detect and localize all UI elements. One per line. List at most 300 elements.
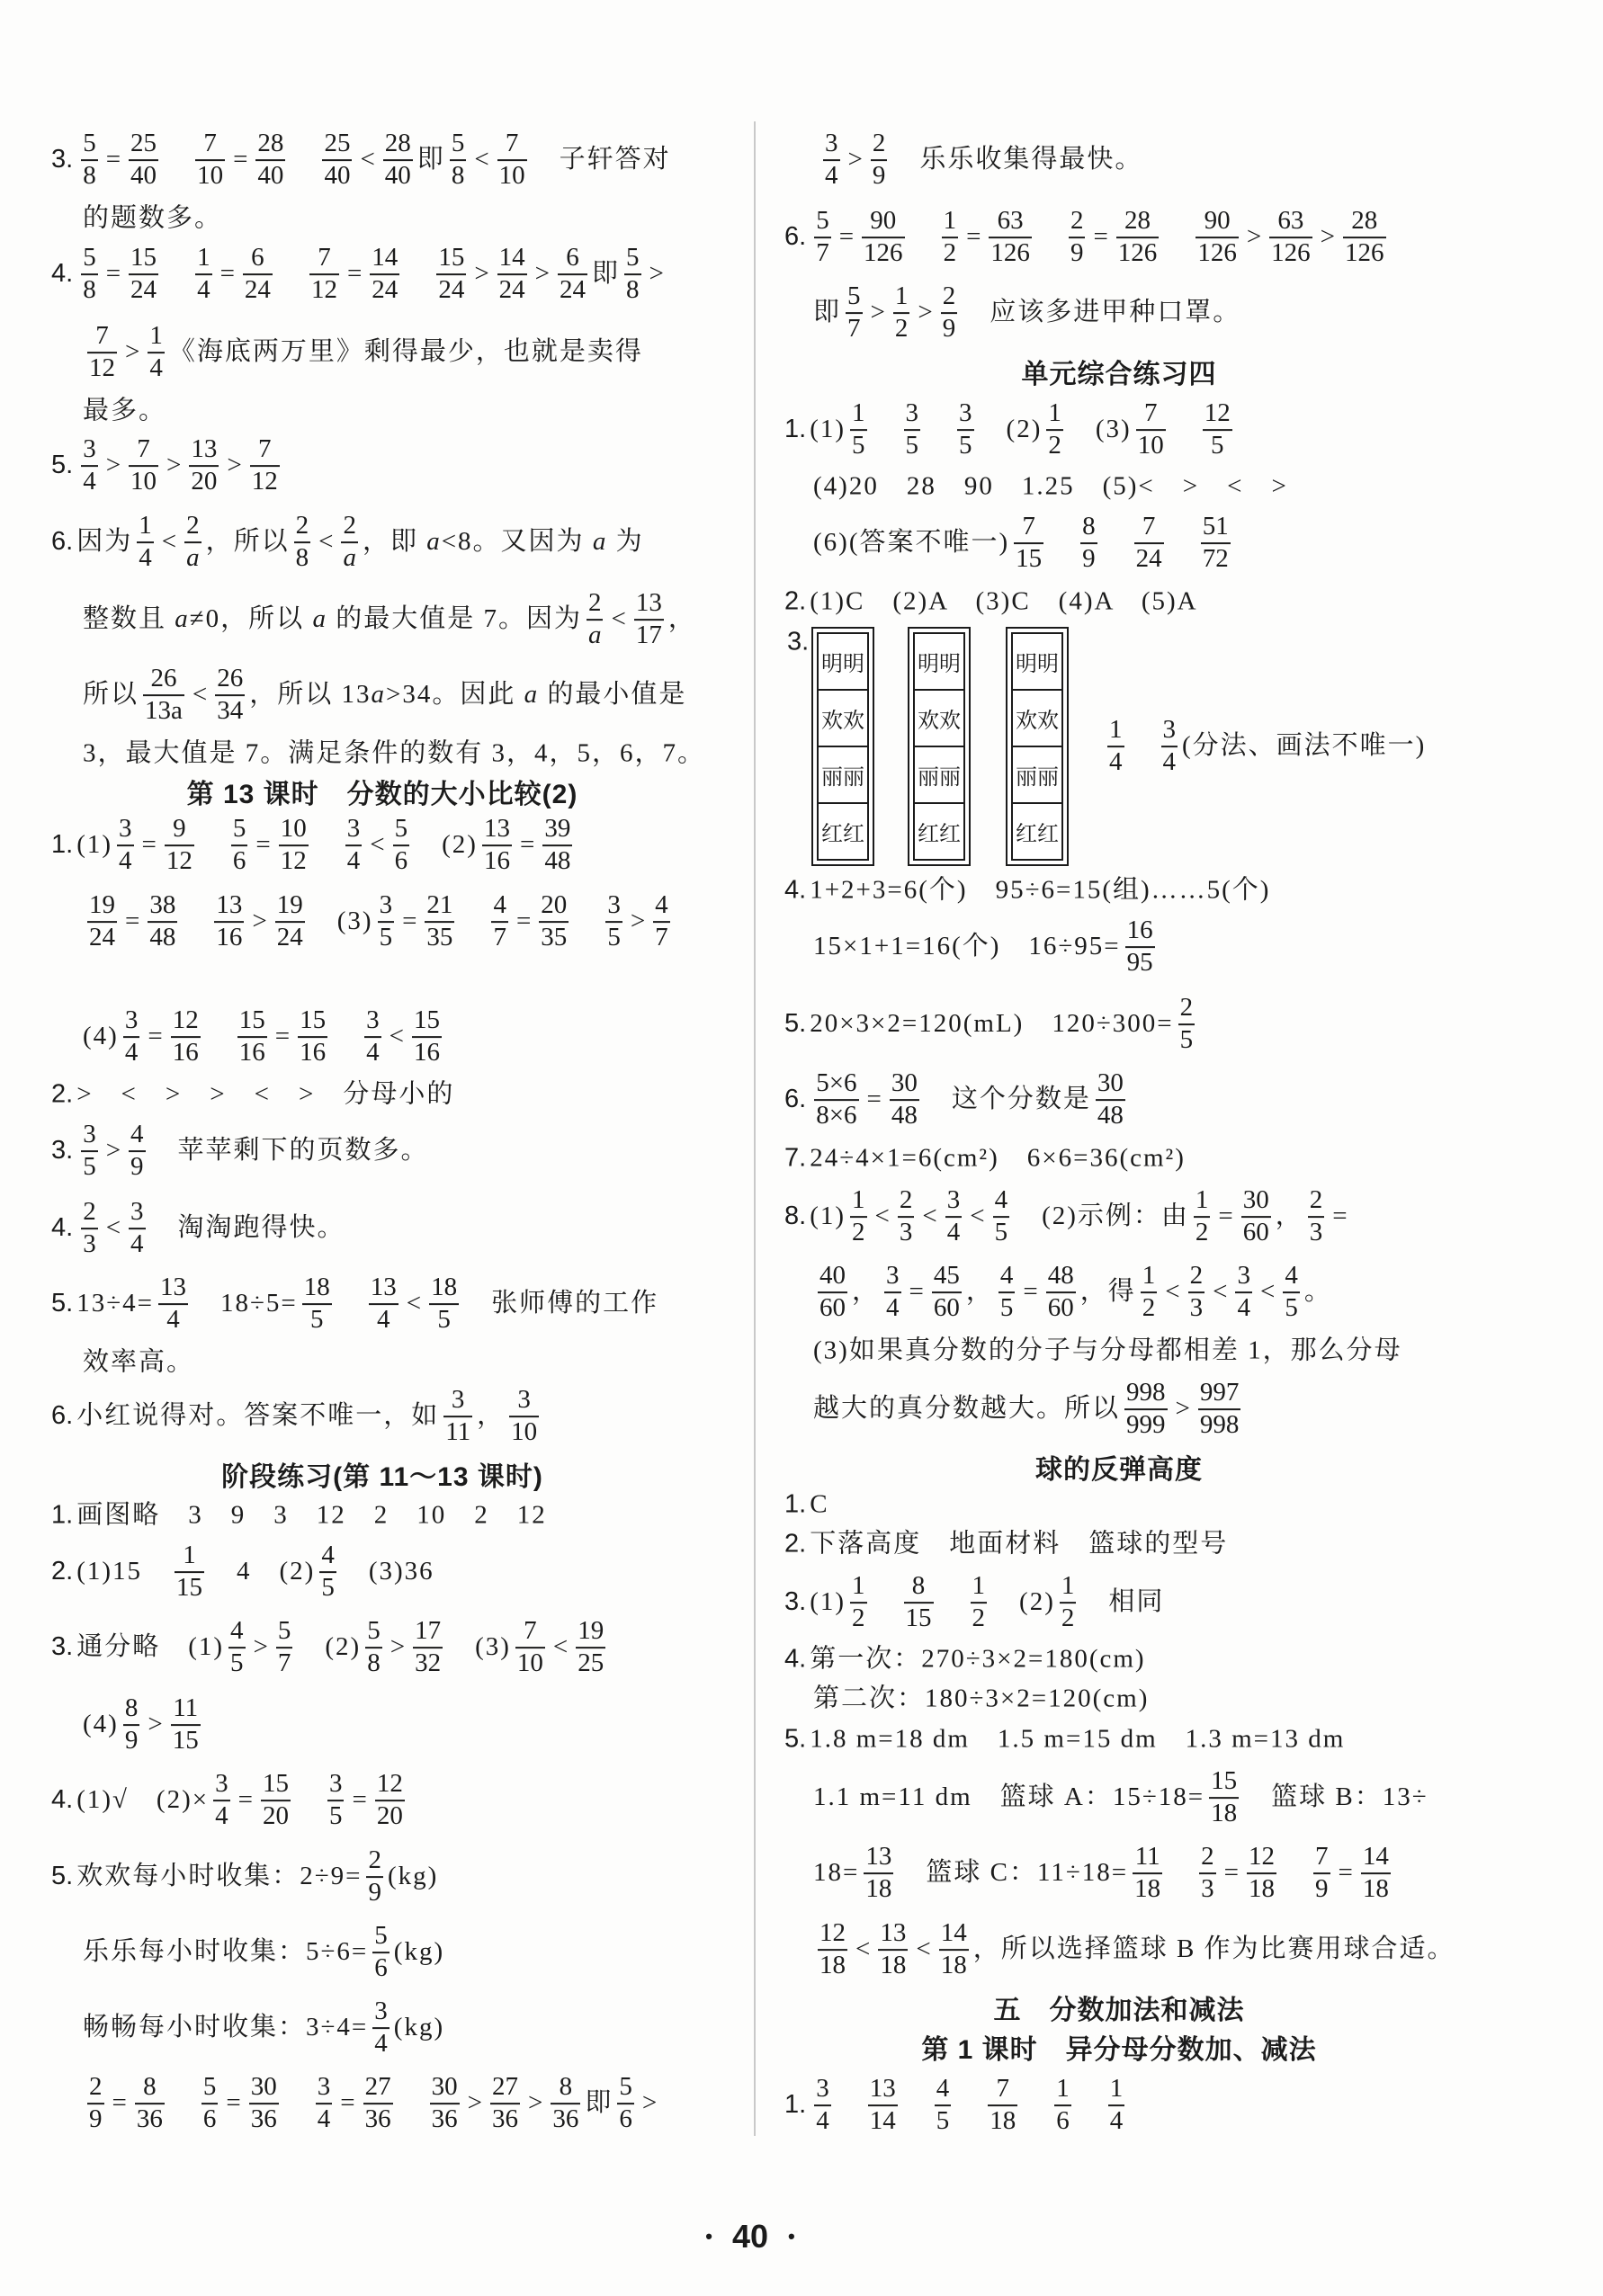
variable: a (524, 680, 540, 710)
fraction (634, 589, 664, 650)
fraction (893, 282, 910, 344)
math-operator: = (838, 222, 855, 252)
numerator: 7 (505, 129, 519, 158)
fraction (165, 815, 194, 876)
math-operator: = (237, 1785, 253, 1815)
denominator: 7 (816, 238, 829, 267)
fraction (298, 1006, 327, 1068)
numerator: 8 (911, 1571, 926, 1601)
text-run: ，即 (362, 527, 427, 557)
fraction (624, 244, 641, 305)
denominator: 36 (552, 2104, 579, 2133)
fraction (1199, 1843, 1216, 1904)
denominator: 32 (415, 1648, 442, 1677)
denominator: 5 (905, 431, 919, 460)
answer-line (813, 513, 1235, 574)
numerator: 4 (130, 1120, 144, 1149)
fraction (1108, 2075, 1125, 2136)
text-run: (2) (978, 415, 1043, 444)
numerator: 7 (524, 1616, 537, 1646)
numerator: 2 (83, 1197, 96, 1227)
numerator: 3 (1162, 715, 1177, 745)
numerator: 39 (544, 814, 571, 844)
bar-cell: 欢欢 (915, 691, 963, 747)
math-operator: > (125, 337, 140, 367)
denominator: 126 (1117, 238, 1158, 267)
denominator: 5 (230, 1648, 244, 1677)
answer-line (83, 322, 643, 383)
fraction (1235, 1262, 1252, 1323)
text-run: (2) (991, 1587, 1055, 1617)
numerator: 11 (1134, 1842, 1160, 1872)
denominator: 2 (1048, 431, 1061, 460)
numerator: 1 (139, 511, 152, 540)
numerator: 30 (250, 2072, 277, 2102)
math-operator: > (1175, 1394, 1190, 1424)
denominator: 998 (1199, 1410, 1240, 1439)
text-run: (4) (83, 1022, 119, 1051)
math-operator: < (922, 1202, 937, 1231)
fraction (129, 435, 158, 496)
fraction (939, 1919, 969, 1980)
fraction (818, 1919, 847, 1980)
text-run: 效率高。 (83, 1347, 195, 1377)
text-run: (1) (810, 415, 846, 444)
page-footer (705, 2218, 794, 2256)
numerator: 1 (852, 398, 865, 428)
denominator: 4 (1162, 747, 1177, 776)
text-run (398, 2088, 425, 2118)
text-run (163, 259, 191, 289)
numerator: 2 (1309, 1185, 1323, 1215)
answer-line (83, 2073, 660, 2134)
numerator: 5 (816, 206, 829, 236)
numerator: 4 (321, 1541, 335, 1570)
numerator: 2 (1189, 1261, 1204, 1291)
math-operator: > (252, 907, 267, 936)
answer-line (813, 916, 1160, 978)
numerator: 30 (1242, 1185, 1269, 1215)
text-run (938, 1587, 966, 1617)
fraction (945, 1186, 963, 1247)
fraction (1313, 1843, 1330, 1904)
item-number: 8. (784, 1202, 807, 1231)
numerator: 1 (943, 206, 957, 236)
denominator: 48 (149, 923, 176, 951)
answer-line (51, 1079, 454, 1109)
numerator: 1 (972, 1571, 986, 1601)
denominator: 2 (943, 238, 957, 267)
denominator: 36 (431, 2104, 458, 2133)
denominator: 8×6 (816, 1101, 857, 1130)
text-run (902, 2090, 930, 2120)
answer-line (784, 875, 1270, 905)
numerator: 26 (217, 664, 244, 693)
numerator: 28 (1351, 206, 1378, 236)
answer-line (784, 586, 1198, 616)
fraction (993, 1186, 1010, 1247)
denominator: 16 (413, 1038, 440, 1067)
math-operator: < (1165, 1277, 1180, 1307)
fraction (364, 1006, 381, 1068)
item-number: 1. (784, 415, 807, 444)
numerator: 27 (364, 2072, 391, 2102)
fraction (129, 130, 158, 191)
math-operator: = (519, 830, 535, 860)
fraction (878, 1919, 908, 1980)
item-number: 4. (51, 1785, 74, 1815)
numerator: 1 (1109, 2074, 1124, 2104)
numerator: 8 (124, 1693, 139, 1723)
fraction (558, 244, 587, 305)
text-run: 相同 (1080, 1587, 1165, 1617)
variable: a (175, 604, 190, 634)
text-run (332, 1022, 360, 1051)
math-operator: = (866, 1085, 882, 1114)
text-run: 通分略 (1) (76, 1632, 225, 1662)
math-operator: < (161, 527, 177, 557)
text-run: 所以 (83, 680, 139, 710)
fraction (425, 891, 454, 952)
fraction (436, 244, 466, 305)
numerator: 1 (197, 243, 210, 272)
item-number: 5. (51, 1289, 74, 1318)
denominator: 3 (1309, 1218, 1323, 1246)
fraction (617, 2073, 634, 2134)
answer-line (813, 471, 1288, 501)
denominator: 4 (119, 846, 132, 875)
denominator: 4 (139, 543, 152, 572)
denominator: 10 (511, 1417, 538, 1446)
answer-line (813, 282, 1240, 344)
denominator: 4 (377, 1305, 390, 1334)
fraction (372, 1997, 390, 2059)
answer-line (83, 891, 675, 952)
fraction (294, 512, 311, 573)
numerator: 18 (303, 1273, 330, 1302)
numerator: 1 (852, 1571, 865, 1601)
text-run (872, 1587, 900, 1617)
denominator: 12 (310, 275, 337, 304)
text-run: 4 (2) (209, 1557, 316, 1586)
math-operator: > (227, 451, 242, 480)
fraction (123, 1006, 140, 1068)
section-heading: 第 1 课时 异分母分数加、减法 (921, 2035, 1317, 2065)
bar-cell: 丽丽 (915, 747, 963, 804)
denominator: 9 (1070, 238, 1084, 267)
numerator: 3 (886, 1261, 900, 1291)
denominator: 34 (217, 696, 244, 725)
numerator: 3 (946, 1185, 961, 1215)
fraction (497, 244, 527, 305)
math-operator: > (467, 2088, 482, 2118)
denominator: 6 (202, 2104, 217, 2133)
denominator: 60 (1242, 1218, 1269, 1246)
fraction (1361, 1843, 1391, 1904)
fraction (482, 815, 512, 876)
answer-line (813, 1336, 1402, 1365)
answer-line (83, 589, 696, 650)
denominator: 60 (933, 1293, 960, 1322)
fraction-bar-diagram (811, 627, 874, 866)
numerator: 1 (1061, 1571, 1075, 1601)
fraction (158, 1273, 188, 1335)
variable: a (426, 527, 442, 557)
numerator: 3 (83, 1120, 96, 1149)
math-operator: > (641, 2088, 658, 2118)
math-operator: = (1332, 1202, 1348, 1231)
fraction (509, 1386, 539, 1447)
item-number: 3. (51, 145, 74, 174)
fraction (850, 1186, 867, 1247)
numerator: 3 (1237, 1261, 1250, 1291)
numerator: 12 (376, 1769, 403, 1799)
text-run: (4) (83, 1710, 119, 1739)
text-run (872, 415, 900, 444)
denominator: 5 (379, 923, 393, 951)
denominator: 5 (83, 1152, 96, 1181)
text-run: ， (1275, 1202, 1303, 1231)
fraction (988, 2075, 1017, 2136)
numerator: 4 (994, 1185, 1008, 1215)
text-run: 子轩答对 (531, 145, 671, 174)
denominator: 4 (166, 1305, 180, 1334)
fraction (412, 1006, 442, 1068)
math-operator: > (918, 298, 933, 327)
numerator: 5 (83, 129, 96, 158)
text-run (295, 1785, 323, 1815)
fraction (195, 244, 212, 305)
text-run: (1)√ (2)× (76, 1785, 210, 1815)
fraction (971, 1572, 988, 1633)
text-run: 1.8 m=18 dm 1.5 m=15 dm 1.3 m=13 dm (810, 1724, 1346, 1754)
answer-line (83, 1006, 446, 1068)
text-run (1281, 1858, 1309, 1888)
numerator: 7 (95, 321, 109, 351)
variable: a (312, 604, 327, 634)
section-heading: 阶段练习(第 11～13 课时) (221, 1462, 543, 1492)
numerator: 1 (1048, 398, 1061, 428)
text-run: 的最大值是 7。因为 (327, 604, 582, 634)
denominator: 999 (1126, 1410, 1166, 1439)
fraction (123, 1694, 140, 1756)
fraction (81, 130, 98, 191)
answer-line (784, 1069, 1130, 1130)
numerator: 3 (215, 1769, 228, 1799)
text-run (909, 222, 937, 252)
denominator: 2 (852, 1218, 865, 1246)
denominator: 5 (936, 2106, 950, 2135)
numerator: 15 (1211, 1766, 1238, 1796)
text-run (1169, 528, 1196, 558)
denominator: 6 (232, 846, 246, 875)
numerator: 3 (517, 1385, 531, 1415)
fraction (215, 665, 245, 726)
bar-cell: 红红 (1016, 823, 1059, 846)
numerator: 16 (1126, 916, 1153, 945)
text-run: (kg) (393, 2013, 445, 2042)
numerator: 8 (1082, 512, 1096, 541)
numerator: 15 (413, 1005, 440, 1035)
math-operator: = (274, 1022, 291, 1051)
fraction (850, 399, 867, 460)
fraction (814, 207, 831, 268)
denominator: 9 (89, 2104, 103, 2133)
fraction (542, 815, 572, 876)
denominator: 18 (1211, 1799, 1238, 1827)
text-run: (3)如果真分数的分子与分母都相差 1，那么分母 (813, 1336, 1402, 1365)
numerator: 3 (825, 129, 838, 158)
denominator: 11 (445, 1417, 471, 1446)
math-operator: < (406, 1289, 422, 1318)
fraction (1125, 916, 1155, 978)
fraction-bar-diagram (908, 627, 971, 866)
numerator: 3 (130, 1197, 144, 1227)
math-operator: = (1218, 1202, 1233, 1231)
item-number: 3. (51, 1136, 74, 1166)
item-number: 5. (51, 451, 74, 480)
numerator: 5 (202, 2072, 217, 2102)
denominator: 9 (124, 1726, 139, 1755)
text-run: (4)20 28 90 1.25 (5)< > < > (813, 471, 1288, 501)
answer-line (784, 1186, 1351, 1247)
denominator: 12 (89, 353, 115, 382)
item-number: 2. (51, 1079, 74, 1109)
denominator: 4 (374, 2029, 388, 2058)
fraction (302, 1273, 332, 1335)
denominator: 126 (1271, 238, 1311, 267)
bar-cell: 丽丽 (1013, 747, 1061, 804)
fraction (539, 891, 569, 952)
answer-line (1103, 716, 1426, 777)
bar-cell: 欢欢 (1013, 691, 1061, 747)
numerator: 15 (130, 243, 157, 272)
math-operator: > (474, 259, 489, 289)
denominator: 24 (1135, 544, 1162, 573)
answer-line (784, 994, 1199, 1055)
fraction (372, 1922, 390, 1983)
denominator: 48 (544, 846, 571, 875)
text-run: 这个分数是 (923, 1085, 1091, 1114)
numerator: 5 (626, 243, 640, 272)
denominator: 15 (172, 1726, 199, 1755)
denominator: 7 (655, 923, 668, 951)
numerator: 1 (183, 1541, 196, 1570)
denominator: 2 (894, 314, 909, 343)
fraction (823, 130, 840, 191)
denominator: 9 (1082, 544, 1096, 573)
bar-cell: 丽丽 (819, 747, 867, 804)
answer-line (51, 1846, 438, 1907)
item-number: 4. (784, 875, 807, 905)
fraction (1124, 1379, 1168, 1440)
fraction (378, 891, 395, 952)
denominator: 18 (1134, 1874, 1161, 1903)
numerator: 48 (1047, 1261, 1074, 1291)
answer-line (51, 435, 284, 496)
text-run: 第二次：180÷3×2=120(cm) (813, 1684, 1150, 1713)
text-run: 。 (1303, 1277, 1332, 1307)
denominator: 18 (865, 1874, 892, 1903)
denominator: 16 (300, 1038, 327, 1067)
numerator: 13 (869, 2074, 896, 2104)
text-run (205, 1022, 233, 1051)
denominator: 4 (124, 1038, 139, 1067)
numerator: 45 (933, 1261, 960, 1291)
math-operator: < (855, 1934, 871, 1964)
fraction (243, 244, 273, 305)
text-run: 苹苹剩下的页数多。 (149, 1136, 429, 1166)
math-operator: < (1213, 1277, 1228, 1307)
text-run (955, 2090, 983, 2120)
fraction (1096, 1069, 1125, 1130)
numerator: 13 (191, 434, 218, 464)
fraction (1247, 1843, 1276, 1904)
fraction (249, 2073, 279, 2134)
text-run: 下落高度 地面材料 篮球的型号 (810, 1529, 1229, 1559)
numerator: 15 (238, 1005, 265, 1035)
denominator: 18 (990, 2106, 1016, 2135)
numerator: 19 (578, 1616, 604, 1646)
numerator: 63 (997, 206, 1024, 236)
math-operator: = (233, 145, 248, 174)
answer-line (51, 1121, 429, 1182)
text-run: (2)示例：由 (1014, 1202, 1189, 1231)
text-run (1022, 2090, 1050, 2120)
fraction (576, 1617, 605, 1678)
answer-line (784, 1143, 1186, 1173)
fraction (214, 891, 244, 952)
denominator: 9 (368, 1878, 381, 1907)
text-run: 第一次：270÷3×2=180(cm) (810, 1644, 1146, 1674)
denominator: 24 (244, 275, 271, 304)
fraction (1014, 513, 1043, 574)
fraction (137, 512, 154, 573)
numerator: 3 (905, 398, 919, 428)
text-run (1076, 2090, 1104, 2120)
text-run: 13÷4= (76, 1289, 154, 1318)
denominator: 15 (1016, 544, 1043, 573)
numerator: 1 (149, 321, 163, 351)
denominator: 5 (994, 1218, 1008, 1246)
math-operator: = (352, 1785, 367, 1815)
math-operator: = (402, 907, 417, 936)
bar-cell: 欢欢 (819, 691, 867, 747)
numerator: 3 (83, 434, 96, 464)
numerator: 13 (483, 814, 510, 844)
item-number: 4. (51, 1213, 74, 1243)
numerator: 5 (374, 1921, 388, 1951)
denominator: 5 (437, 1305, 451, 1334)
text-run (163, 145, 191, 174)
fraction (1308, 1186, 1325, 1247)
numerator: 19 (276, 890, 303, 920)
numerator: 2 (899, 1185, 913, 1215)
bar-cell: 红红 (918, 823, 961, 846)
denominator: 7 (493, 923, 506, 951)
math-operator: = (1023, 1277, 1038, 1307)
fraction (87, 2073, 104, 2134)
denominator: 40 (257, 161, 284, 190)
fraction (1133, 1843, 1162, 1904)
numerator: 15 (300, 1005, 327, 1035)
denominator: 4 (1109, 747, 1123, 776)
text-run: 乐乐收集得最快。 (891, 145, 1143, 174)
text-run: 乐乐每小时收集：5÷6= (83, 1937, 369, 1967)
numerator: 30 (431, 2072, 458, 2102)
fraction (319, 1541, 336, 1603)
denominator: 48 (891, 1101, 918, 1130)
